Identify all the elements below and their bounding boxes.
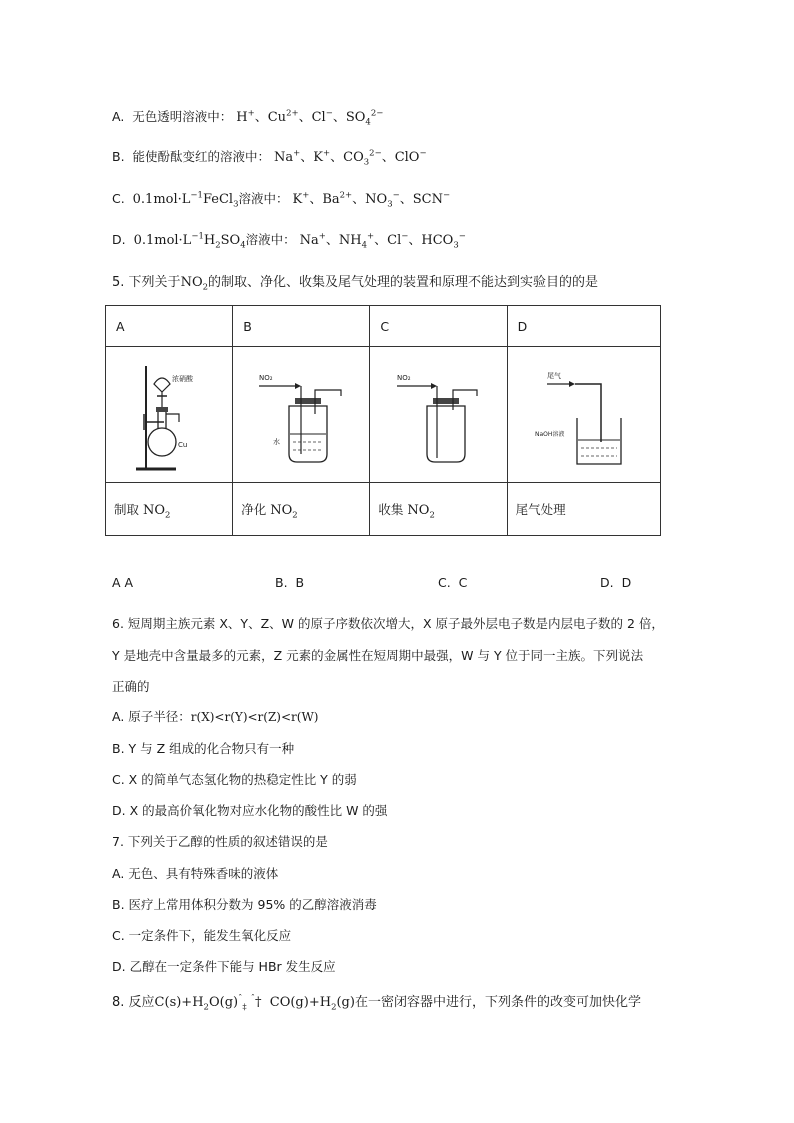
q8-stem: 8. 反应$C(s)+H_2O(g)^ˆ_\ddagger$ $^ˆ$† $CO(g)+H_2(g)$在一密闭容器中进行，下列条件的改变可加快化学 (112, 993, 641, 1013)
q7-option-b: B. 医疗上常用体积分数为 95% 的乙醇溶液消毒 (112, 897, 377, 912)
q6-stem-line1: 6. 短周期主族元素 X、Y、Z、W 的原子序数依次增大，X 原子最外层电子数是内层电子数的 2 倍， (112, 616, 664, 631)
apparatus-d-cell (507, 347, 660, 483)
apparatus-b-cell (233, 347, 370, 483)
col-header-b: B (233, 306, 370, 347)
q6-option-a: A. 原子半径：r(X)<r(Y)<r(Z)<r(W) (112, 709, 319, 724)
copper-label: Cu (178, 441, 188, 450)
q6-option-d: D. X 的最高价氧化物对应水化物的酸性比 W 的强 (112, 803, 388, 818)
caption-a: 制取 $NO_2$ (106, 482, 233, 535)
q5-answer-b: B. B (275, 575, 305, 590)
q6-stem-line2: Y 是地壳中含量最多的元素，Z 元素的金属性在短周期中最强，W 与 Y 位于同一主族。下列说法 (112, 648, 644, 663)
q7-option-c: C. 一定条件下，能发生氧化反应 (112, 928, 292, 943)
q6-option-c: C. X 的简单气态氢化物的热稳定性比 Y 的弱 (112, 772, 357, 787)
generator-flask-diagram (124, 354, 214, 474)
collection-bottle-diagram (389, 354, 489, 474)
q5-answer-c: C. C (438, 575, 468, 590)
q5-answer-d: D. D (600, 575, 632, 590)
col-header-c: C (370, 306, 507, 347)
q4-option-d: D. $0.1mol\cdot L^{-1}H_2SO_4$溶液中： Na+、$NH_4^+$、Cl−、$HCO_3^-$ (112, 231, 466, 251)
q6-stem-line3: 正确的 (112, 679, 150, 694)
tail-gas-label: 尾气 (546, 372, 561, 381)
acid-label: 浓硝酸 (172, 375, 194, 384)
wash-bottle-diagram (251, 354, 351, 474)
no2-inlet-label: NO₂ (259, 374, 273, 383)
q6-option-b: B. Y 与 Z 组成的化合物只有一种 (112, 741, 295, 756)
caption-d: 尾气处理 (507, 482, 660, 535)
q4-option-a: A. 无色透明溶液中： H+、$Cu^{2+}$、Cl−、$SO_4^{2-}$ (112, 108, 384, 128)
caption-c: 收集 $NO_2$ (370, 482, 507, 535)
q7-option-a: A. 无色、具有特殊香味的液体 (112, 866, 279, 881)
apparatus-c-cell (370, 347, 507, 483)
apparatus-table (105, 305, 661, 536)
naoh-label: NaOH溶液 (534, 431, 565, 439)
water-label: 水 (273, 438, 281, 447)
caption-b: 净化 $NO_2$ (233, 482, 370, 535)
q5-answer-a: A A (112, 575, 134, 590)
q7-option-d: D. 乙醇在一定条件下能与 HBr 发生反应 (112, 959, 336, 974)
no2-collect-label: NO₂ (396, 374, 411, 383)
q5-stem: 5. 下列关于$NO_2$的制取、净化、收集及尾气处理的装置和原理不能达到实验目的的是 (112, 275, 599, 293)
apparatus-a-cell (106, 347, 233, 483)
q4-option-b: B. 能使酚酞变红的溶液中： Na+、K+、$CO_3^{2-}$、ClO− (112, 148, 427, 168)
col-header-a: A (106, 306, 233, 347)
q4-option-c: C. $0.1mol\cdot L^{-1}FeCl_3$溶液中： K+、$Ba^{2+}$、$NO_3^-$、SCN− (112, 190, 451, 210)
col-header-d: D (507, 306, 660, 347)
tail-gas-beaker-diagram (529, 354, 639, 474)
q7-stem: 7. 下列关于乙醇的性质的叙述错误的是 (112, 834, 328, 849)
